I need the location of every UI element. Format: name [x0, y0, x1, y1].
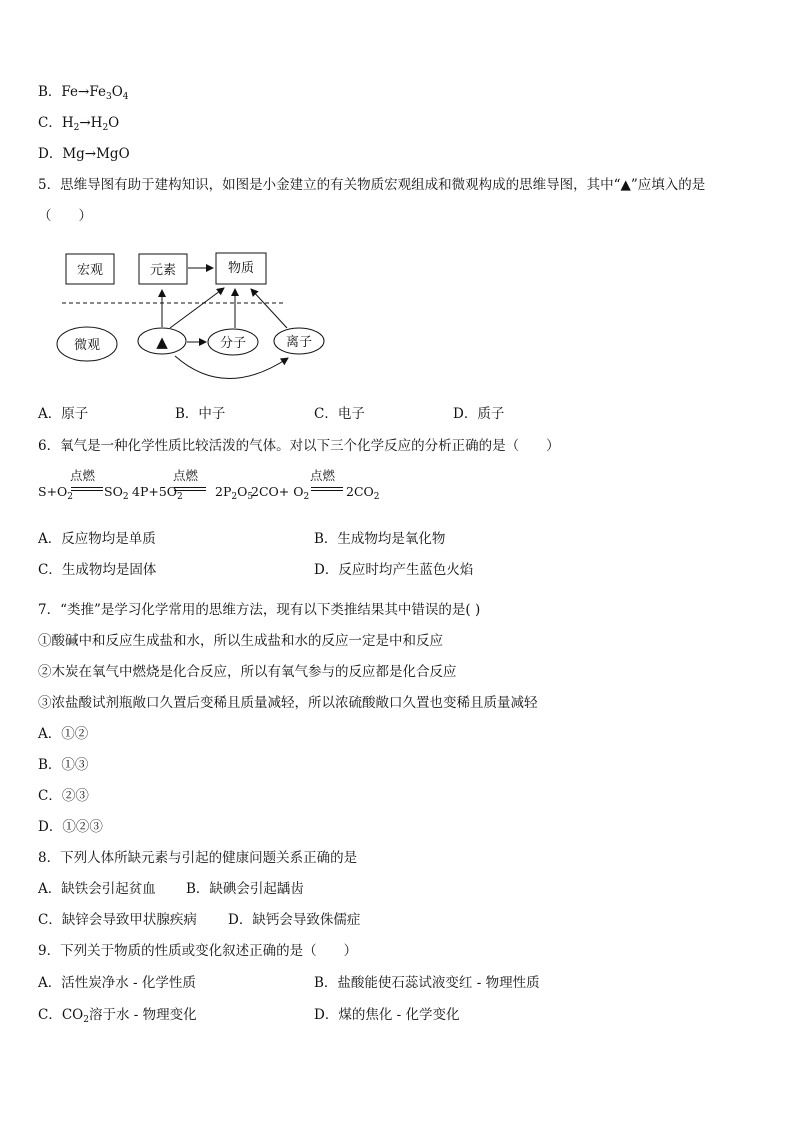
q7-statement-3: ③浓盐酸试剂瓶敞口久置后变稀且质量减轻，所以浓硫酸敞口久置也变稀且质量减轻 — [38, 695, 538, 711]
ion-label: 离子 — [285, 335, 313, 350]
q7-statement-2: ②木炭在氧气中燃烧是化合反应，所以有氧气参与的反应都是化合反应 — [38, 664, 457, 680]
q7-option-d: D．①②③ — [38, 819, 103, 835]
q8-stem: 8．下列人体所缺元素与引起的健康问题关系正确的是 — [38, 850, 358, 866]
eq3-reactants: $2CO+ O_2$ — [251, 484, 310, 502]
eq1-equals — [71, 487, 103, 491]
q5-paren: （ ） — [38, 208, 92, 224]
molecule-label: 分子 — [219, 336, 247, 351]
arrow-triangle-ion — [175, 356, 288, 379]
q7-option-c: C．②③ — [38, 788, 89, 804]
q7-stem: 7．“类推”是学习化学常用的思维方法，现有以下类推结果其中错误的是( ) — [38, 602, 481, 618]
eq1-reactants: $S+O_2$ — [38, 484, 74, 502]
q5-stem: 5．思维导图有助于建构知识，如图是小金建立的有关物质宏观组成和微观构成的思维导图，其中“▲”应填入的是 — [38, 177, 706, 193]
q8-option-b: B．缺碘会引起龋齿 — [186, 881, 304, 897]
arrow-ion-substance — [251, 289, 287, 328]
q6-option-c: C．生成物均是固体 — [38, 562, 157, 578]
q6-option-a: A．反应物均是单质 — [38, 531, 156, 547]
eq2-condition: 点燃 — [173, 468, 199, 483]
q9-option-d: D．煤的焦化 - 化学变化 — [314, 1007, 460, 1023]
q6-option-d: D．反应时均产生蓝色火焰 — [314, 562, 474, 578]
q5-option-d: D．质子 — [453, 406, 505, 422]
q6-equations — [38, 470, 438, 504]
q4-option-d: D．Mg→MgO — [38, 146, 130, 162]
q7-option-a: A．①② — [38, 726, 89, 742]
q5-mind-map — [0, 0, 794, 400]
q9-option-a: A．活性炭净水 - 化学性质 — [38, 975, 196, 991]
substance-label: 物质 — [227, 261, 255, 276]
q9-stem: 9．下列关于物质的性质或变化叙述正确的是（ ） — [38, 943, 358, 959]
q8-option-a: A．缺铁会引起贫血 — [38, 881, 156, 897]
q9-option-b: B．盐酸能使石蕊试液变红 - 物理性质 — [314, 975, 540, 991]
eq1-condition: 点燃 — [70, 468, 96, 483]
element-label: 元素 — [149, 263, 177, 278]
q6-stem: 6．氧气是一种化学性质比较活泼的气体。对以下三个化学反应的分析正确的是（ ） — [38, 438, 560, 454]
q5-option-c: C．电子 — [314, 406, 365, 422]
q6-option-b: B．生成物均是氧化物 — [314, 531, 446, 547]
q7-statement-1: ①酸碱中和反应生成盐和水，所以生成盐和水的反应一定是中和反应 — [38, 633, 443, 649]
micro-label: 微观 — [73, 338, 101, 353]
q9-option-c: C．$CO_2$溶于水 - 物理变化 — [38, 1007, 197, 1025]
eq3-product: $2CO_2$ — [346, 484, 380, 502]
eq2-reactants: $4P+5O_2$ — [132, 484, 183, 502]
q4-option-c: C．$H_2\to H_2O$ — [38, 115, 120, 133]
eq2-product: $2P_2O_5$ — [215, 484, 254, 502]
q8-option-c: C．缺锌会导致甲状腺疾病 — [38, 912, 197, 928]
eq2-equals — [174, 487, 206, 491]
eq3-condition: 点燃 — [310, 468, 336, 483]
q8-option-d: D．缺钙会导致侏儒症 — [228, 912, 361, 928]
macro-label: 宏观 — [76, 263, 104, 278]
eq1-product: $SO_2$ — [104, 484, 129, 502]
q5-option-b: B．中子 — [175, 406, 226, 422]
q4-option-b: B．$Fe\to Fe_3O_4$ — [38, 84, 129, 102]
q7-option-b: B．①③ — [38, 757, 89, 773]
eq3-equals — [311, 487, 343, 491]
q5-option-a: A．原子 — [38, 406, 89, 422]
triangle-label: ▲ — [156, 333, 168, 351]
arrow-triangle-substance — [170, 288, 224, 328]
